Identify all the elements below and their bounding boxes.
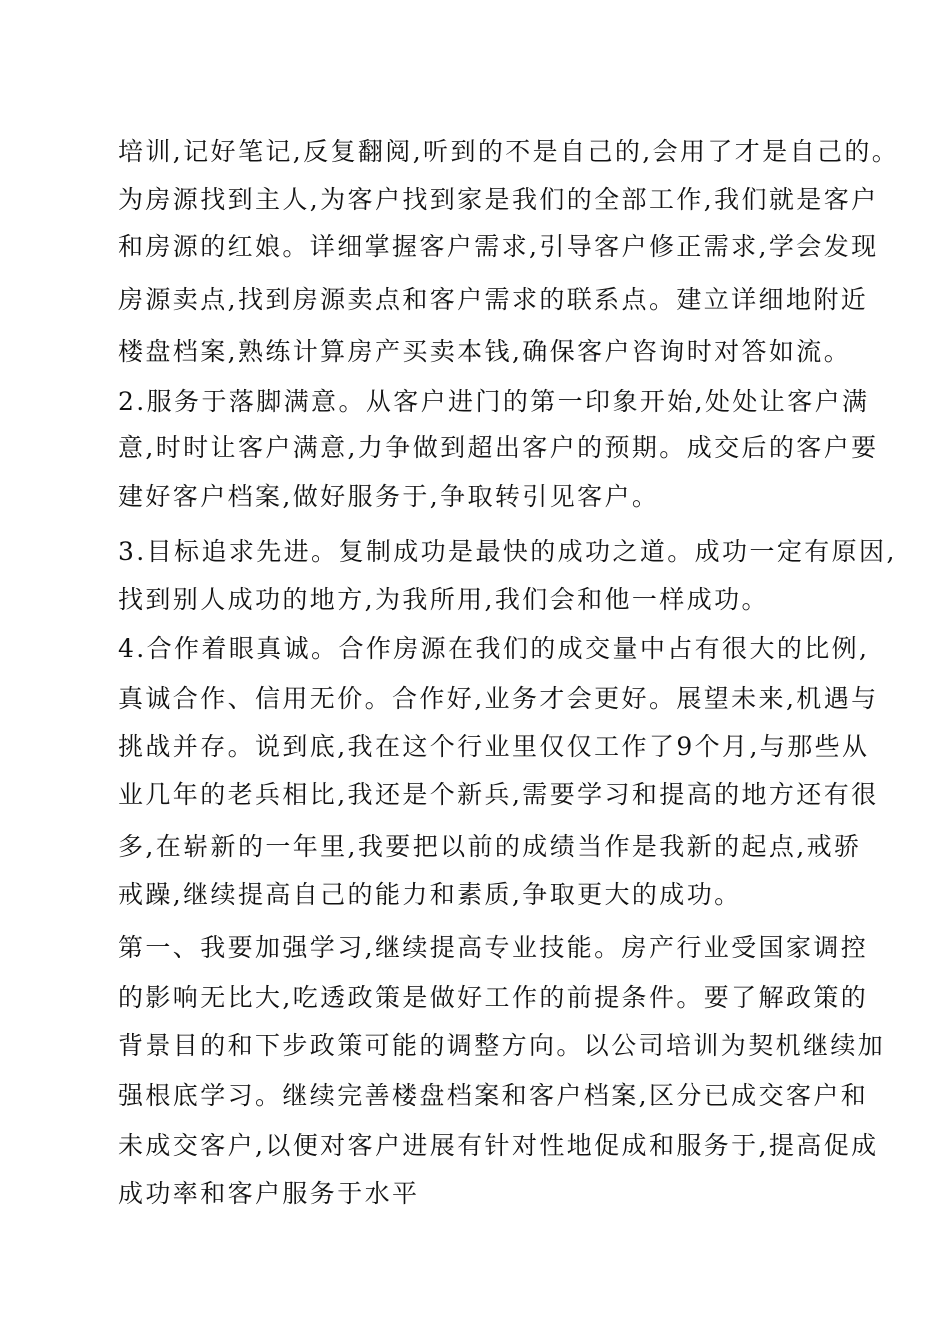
text-line: 真诚合作、信用无价。合作好,业务才会更好。展望未来,机遇与 (118, 684, 879, 713)
text-line: 未成交客户,以便对客户进展有针对性地促成和服务于,提高促成 (118, 1131, 879, 1160)
text-line: 找到别人成功的地方,为我所用,我们会和他一样成功。 (118, 585, 769, 614)
text-line: 成功率和客户服务于水平 (118, 1179, 420, 1208)
text-line: 挑战并存。说到底,我在这个行业里仅仅工作了9个月,与那些从 (118, 732, 870, 761)
text-line: 强根底学习。继续完善楼盘档案和客户档案,区分已成交客户和 (118, 1081, 869, 1110)
text-line: 4.合作着眼真诚。合作房源在我们的成交量中占有很大的比例, (118, 634, 870, 663)
text-line: 2.服务于落脚满意。从客户进门的第一印象开始,处处让客户满 (118, 387, 870, 416)
text-line: 建好客户档案,做好服务于,争取转引见客户。 (118, 482, 660, 511)
text-line: 楼盘档案,熟练计算房产买卖本钱,确保客户咨询时对答如流。 (118, 337, 852, 366)
text-line: 培训,记好笔记,反复翻阅,听到的不是自己的,会用了才是自己的。 (118, 137, 900, 166)
text-line: 多,在崭新的一年里,我要把以前的成绩当作是我新的起点,戒骄 (118, 832, 862, 861)
text-line: 房源卖点,找到房源卖点和客户需求的联系点。建立详细地附近 (118, 285, 869, 314)
text-line: 背景目的和下步政策可能的调整方向。以公司培训为契机继续加 (118, 1031, 886, 1060)
text-line: 的影响无比大,吃透政策是做好工作的前提条件。要了解政策的 (118, 983, 869, 1012)
text-line: 第一、我要加强学习,继续提高专业技能。房产行业受国家调控 (118, 933, 869, 962)
text-line: 意,时时让客户满意,力争做到超出客户的预期。成交后的客户要 (118, 433, 879, 462)
text-line: 戒躁,继续提高自己的能力和素质,争取更大的成功。 (118, 880, 742, 909)
text-line: 和房源的红娘。详细掌握客户需求,引导客户修正需求,学会发现 (118, 232, 879, 261)
text-line: 为房源找到主人,为客户找到家是我们的全部工作,我们就是客户 (118, 185, 879, 214)
text-line: 业几年的老兵相比,我还是个新兵,需要学习和提高的地方还有很 (118, 780, 879, 809)
text-line: 3.目标追求先进。复制成功是最快的成功之道。成功一定有原因, (118, 537, 897, 566)
